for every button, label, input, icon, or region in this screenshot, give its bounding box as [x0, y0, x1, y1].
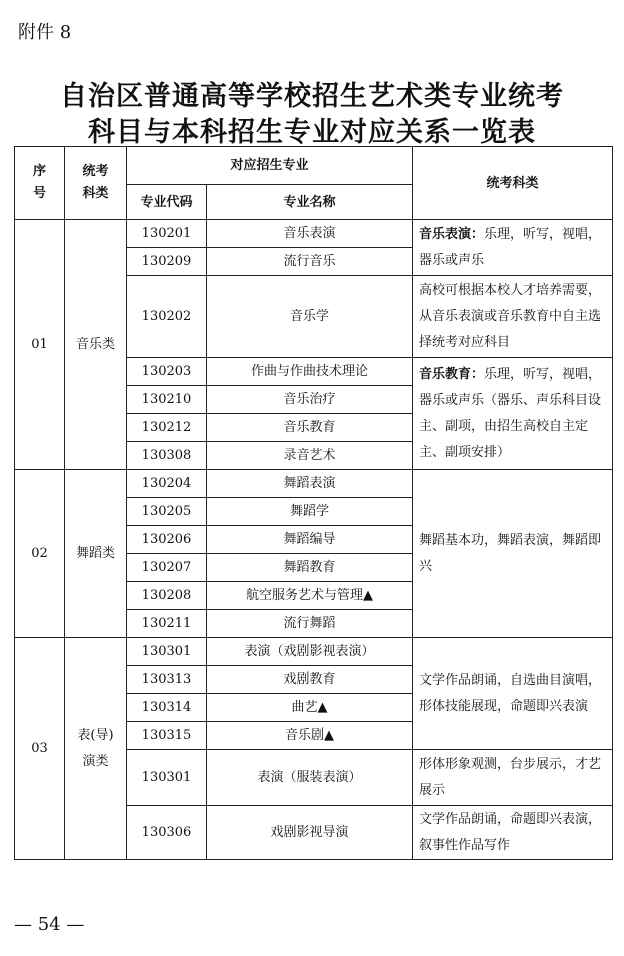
exam-subjects: 文学作品朗诵，自选曲目演唱，形体技能展现，命题即兴表演 [413, 638, 613, 750]
major-code: 130211 [127, 610, 207, 638]
page-number: — 54 — [14, 914, 85, 935]
exam-subjects: 形体形象观测，台步展示，才艺展示 [413, 750, 613, 806]
exam-subjects: 文学作品朗诵，命题即兴表演，叙事性作品写作 [413, 806, 613, 860]
major-name: 舞蹈学 [207, 498, 413, 526]
row-category: 表(导) 演类 [65, 638, 127, 860]
major-name: 音乐剧▲ [207, 722, 413, 750]
row-index: 02 [15, 470, 65, 638]
header-subjects: 统考科类 [413, 147, 613, 220]
exam-subjects: 舞蹈基本功，舞蹈表演，舞蹈即兴 [413, 470, 613, 638]
row-category: 音乐类 [65, 220, 127, 470]
attachment-label: 附件 8 [18, 22, 72, 43]
major-name: 流行舞蹈 [207, 610, 413, 638]
header-name: 专业名称 [207, 185, 413, 220]
major-code: 130203 [127, 358, 207, 386]
major-name: 流行音乐 [207, 248, 413, 276]
major-code: 130205 [127, 498, 207, 526]
major-name: 曲艺▲ [207, 694, 413, 722]
major-code: 130206 [127, 526, 207, 554]
major-code: 130306 [127, 806, 207, 860]
major-code: 130301 [127, 750, 207, 806]
table-row [15, 638, 613, 666]
row-category: 舞蹈类 [65, 470, 127, 638]
major-name: 舞蹈表演 [207, 470, 413, 498]
major-code: 130209 [127, 248, 207, 276]
major-name: 音乐教育 [207, 414, 413, 442]
major-code: 130204 [127, 470, 207, 498]
major-name: 舞蹈教育 [207, 554, 413, 582]
major-code: 130207 [127, 554, 207, 582]
major-code: 130208 [127, 582, 207, 610]
header-category: 统考 科类 [65, 147, 127, 220]
major-code: 130202 [127, 276, 207, 358]
row-index: 01 [15, 220, 65, 470]
major-name: 音乐表演 [207, 220, 413, 248]
major-name: 表演（戏剧影视表演） [207, 638, 413, 666]
header-code: 专业代码 [127, 185, 207, 220]
major-name: 音乐治疗 [207, 386, 413, 414]
table-row [15, 220, 613, 248]
major-code: 130210 [127, 386, 207, 414]
document-title-line1: 自治区普通高等学校招生艺术类专业统考 [60, 81, 564, 112]
major-name: 录音艺术 [207, 442, 413, 470]
document-title-line2: 科目与本科招生专业对应关系一览表 [88, 117, 536, 148]
major-code: 130308 [127, 442, 207, 470]
major-code: 130301 [127, 638, 207, 666]
major-code: 130201 [127, 220, 207, 248]
exam-major-table [14, 146, 613, 860]
table-row [15, 470, 613, 498]
row-index: 03 [15, 638, 65, 860]
major-name: 音乐学 [207, 276, 413, 358]
major-code: 130314 [127, 694, 207, 722]
major-code: 130315 [127, 722, 207, 750]
header-index: 序 号 [15, 147, 65, 220]
major-name: 戏剧影视导演 [207, 806, 413, 860]
major-code: 130313 [127, 666, 207, 694]
major-name: 舞蹈编导 [207, 526, 413, 554]
major-name: 航空服务艺术与管理▲ [207, 582, 413, 610]
header-major-group: 对应招生专业 [127, 147, 413, 185]
major-name: 戏剧教育 [207, 666, 413, 694]
exam-subjects: 音乐教育：乐理，听写，视唱，器乐或声乐（器乐、声乐科目设主、副项，由招生高校自主定主、副项安排） [413, 358, 613, 470]
major-name: 表演（服装表演） [207, 750, 413, 806]
major-code: 130212 [127, 414, 207, 442]
major-name: 作曲与作曲技术理论 [207, 358, 413, 386]
exam-subjects: 高校可根据本校人才培养需要，从音乐表演或音乐教育中自主选择统考对应科目 [413, 276, 613, 358]
exam-subjects: 音乐表演：乐理，听写，视唱，器乐或声乐 [413, 220, 613, 276]
